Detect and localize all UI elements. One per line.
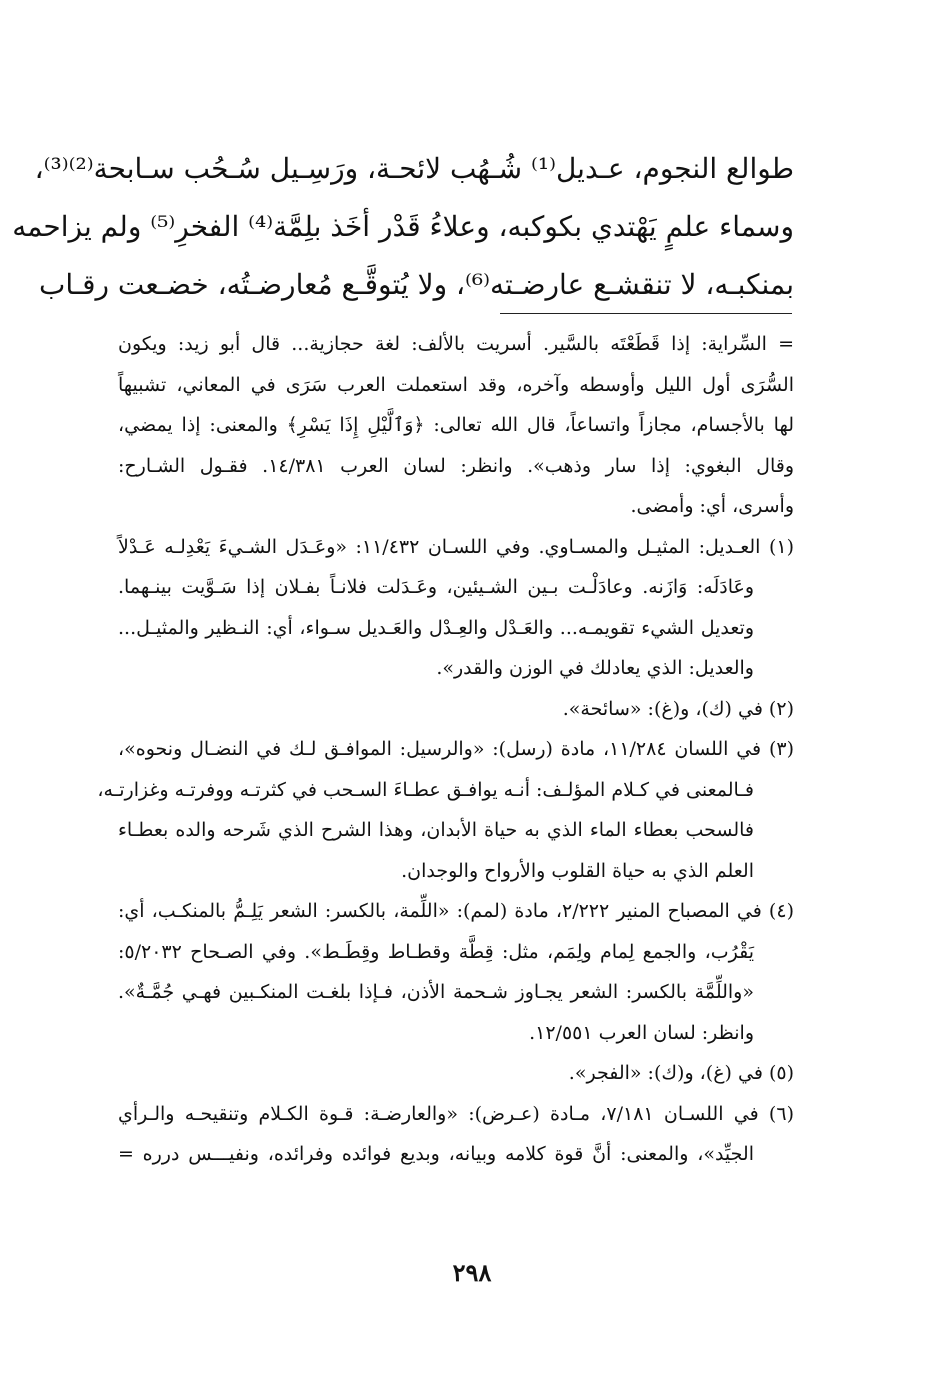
footnote-line: وقال البغوي: إذا سار وذهب». وانظر: لسان العرب ١٤/٣٨١. فقـول الشـارح: — [118, 454, 794, 477]
footnote-line: (١) العـديل: المثيـل والمسـاوي. وفي اللسـان ١١/٤٣٢: «وعَـدَل الشـيءَ يَعْدِلـه عَـدْلاً — [118, 535, 794, 558]
footnote-line: (٢) في (ك)، و(غ): «سائحة». — [562, 697, 794, 720]
main-text-line-2: وسماء علمٍ يَهْتدي بكوكبه، وعلاءُ قَدْر أخَذ بلِمَّة⁽⁴⁾ الفخرِ⁽⁵⁾ ولم يزاحمه — [12, 210, 794, 243]
footnote-line: العلم الذي به حياة القلوب والأرواح والوجدان. — [401, 859, 754, 882]
footnote-line: (٥) في (غ)، و(ك): «الفجر». — [568, 1062, 794, 1084]
footnote-line: يَقْرُب، والجمع لِمام ولِمَم، مثل: قِطَّة وقطـاط وقِطَـط». وفي الصـحاح ٥/٢٠٣٢: — [118, 940, 754, 963]
footnote-line: «واللِّمَّة بالكسر: الشعر يجـاوز شـحمة الأذن، فـإذا بلغـت المنكـبين فهـي جُمَّـةٌ». — [118, 981, 754, 1003]
footnote-line: وانظر: لسان العرب ١٢/٥٥١. — [529, 1021, 754, 1044]
footnote-2 — [118, 689, 794, 730]
footnote-line: (٤) في المصباح المنير ٢/٢٢٢، مادة (لمم): «اللِّمة، بالكسر: الشعر يَلِـمُّ بالمنكـب، أي: — [118, 900, 794, 922]
footnote-line: (٣) في اللسان ١١/٢٨٤، مادة (رسل): «والرسيل: الموافـق لـك في النضـال ونحوه»، — [118, 738, 794, 760]
footnote-line: فالسحب بعطاء الماء الذي به حياة الأبدان، وهذا الشرح الذي شَرحه والده بعطـاء — [118, 819, 754, 841]
footnote-line: لها بالأجسام، مجازاً واتساعاً، قال الله تعالى: ﴿وَٱلَّيْلِ إِذَا يَسْرِ﴾ والمعنى: إذا يمضي، — [118, 414, 794, 436]
footnote-line: الجيِّد»، والمعنى: أنَّ قوة كلامه وبيانه، وبديع فوائده وفرائده، ونفيـــس درره = — [118, 1143, 754, 1165]
footnote-6 — [118, 1094, 794, 1175]
footnote-separator-rule — [500, 313, 792, 314]
footnote-continued — [118, 324, 794, 527]
main-text-block — [12, 140, 794, 314]
footnote-line: = السِّراية: إذا قَطَعْتَه بالسَّير. أسريت بالألف: لغة حجازية... قال أبو زيد: ويكون — [118, 333, 794, 355]
footnote-5 — [118, 1053, 794, 1094]
footnote-line: السُّرَى أول الليل وأوسطه وآخره، وقد استعملت العرب سَرَى في المعاني، تشبيهاً — [118, 373, 794, 396]
footnote-1 — [118, 527, 794, 689]
main-text-line-3: بمنكبـه، لا تنقشـع عارضـته⁽⁶⁾، ولا يُتوقَّـع مُعارضـتُه، خضـعت رقـاب — [38, 268, 794, 301]
footnote-3 — [97, 729, 794, 891]
footnote-line: وعَادَلَه: وَازَنه. وعادَلْـت بـين الشـيئين، وعَـدَلت فلانـاً بفـلان إذا سَـوَّيت بينـهما. — [118, 576, 754, 598]
footnote-4 — [118, 891, 794, 1053]
footnote-line: (٦) في اللسـان ٧/١٨١، مـادة (عـرض): «والعارضـة: قـوة الكـلام وتنقيحـه والـرأي — [118, 1102, 794, 1125]
footnote-line: والعديل: الذي يعادلك في الوزن والقدر». — [436, 657, 754, 679]
footnote-line: وتعديل الشيء تقويمـه... والعَـدْل والعِـدْل والعَـديل سـواء، أي: النـظير والمثيـل... — [118, 616, 754, 639]
footnote-line: فـالمعنى في كـلام المؤلـف: أنـه يوافـق عطـاءَ السـحب في كثرتـه ووفرتـه وغزارتـه، — [97, 778, 754, 801]
page-number: ٢٩٨ — [452, 1258, 492, 1287]
footnote-line: وأسرى، أي: وأمضى. — [630, 495, 794, 517]
main-text-line-1: طوالع النجوم، عـديل⁽¹⁾ شُـهُب لائحـة، ورَسِـيل سُـحُب سـابحة⁽²⁾⁽³⁾، — [34, 152, 794, 185]
footnotes-block — [97, 324, 794, 1175]
